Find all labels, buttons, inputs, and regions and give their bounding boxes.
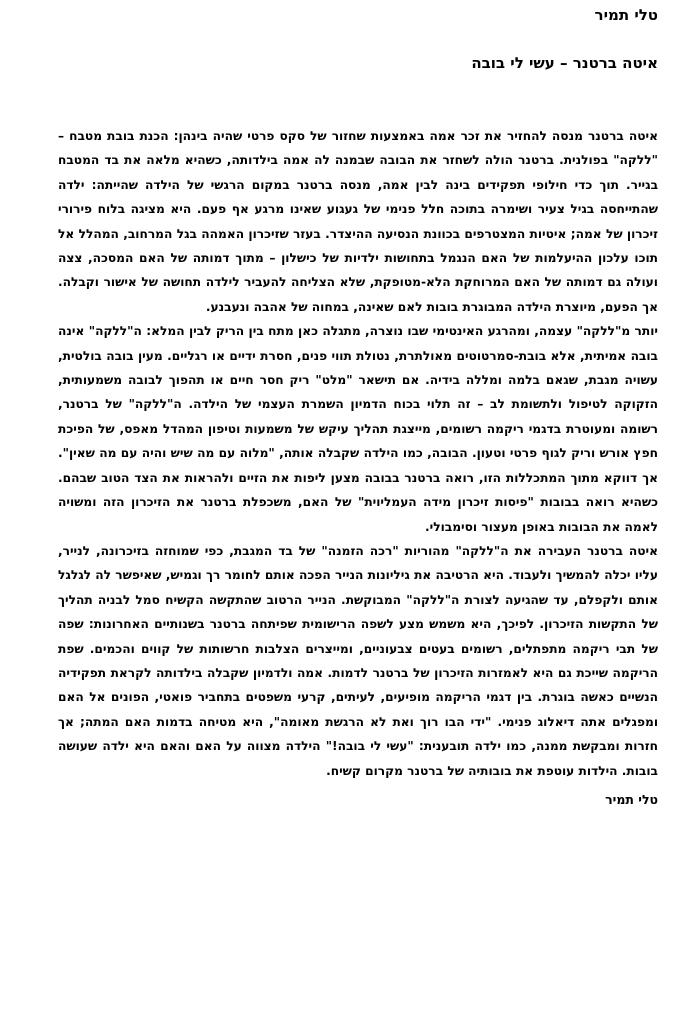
body-paragraph: איטה ברטנר העבירה את ה"ללקה" מהוריות "רכה הזמנה" של בד המגבת, כפי שמוחזה בזיכרונה, לנייר, עליו יכלה להמשיך ולעבוד. היא הרטיבה את גיליונות הנייר הפכה אותם לחומר רך וגמיש, שאיפשר לה לגלגל אותם ולקפלם, עד שהגיעה לצורת ה"ללקה" המבוקשת. הנייר הרטוב שהתקשה הקשיח סמל לבניה תהליך של התקשות הזיכרון. לפיכך, היא משמש מצע לשפה הרישומית שפיתחה ברטנר בשנותיים האחרונות: שפה של תבי ריקמה מתפתלים, רשומים בעטים צבעוניים, ומייצרים הצלבות חרשותות של קווים והכמים. שפת הריקמה שייכת גם היא לאמזרות הזיכרון של ברטנר לדמות. אמה ולדמיון שקבלה בילדותה לקראת תפקידיה הנשיים כאשה בוגרת. בין דגמי הריקמה מופיעים, לעיתים, קרעי משפטים בתחביר פואטי, הפונים אל האם ומפגלים אתה דיאלוג פנימי. "ידי הבו רוך ואת לא הרגשת מאומה", היא מטיחה בדמות האם המתה; אך חזרות ומבקשת ממנה, כמו ילדה תובענית: "עשי לי בובה!" הילדה מצווה על האם והאם היא ילדה שעושה בובות. הילדות עוטפת את בובותיה של ברטנר מקרום קשיח. (58, 543, 658, 778)
body-paragraph: איטה ברטנר מנסה להחזיר את זכר אמה באמצעות שחזור של סקס פרטי שהיה בינהן: הכנת בובת מטבח – "ללקה" בפולנית. ברטנר הולה לשחזר את הבובה שבמנה לה אמה בילדותה, כשהיא מלאה את בד המטבח בגייר. תוך כדי חילופי תפקידים בינה לבין אמה, מנסה ברטנר במקום הרגשי של הילדה שהייתה: ילדה שהתייחסה בגיל צעיר ושימרה בתוכה חלל פנימי של געגוע שאינו מרגע אף פעם. היא מציגה בלוח פירורי זיכרון של אמה; איטיות המצטרפים בכוונת הנסיעה ההיצדר. בעזר שזיכרון האמהה בגל המרחוב, המהלל אל תוכו עלכון ההיעלמות של האם הנגמל בתחושות ילדיות של כישלון – מתוך דמותה של האם המסכה, צצה ועולה גם דמותה של האם המרוחקת הלא-מטופקת, שלא הצליחה להעביר לילדה תחושה של אישור וקבלה. אך הפעם, מיוצרת הילדה המבוגרת בובות לאם שאינה, במחוה של אהבה ונעבנע. (58, 129, 658, 314)
article-title: איטה ברטנר – עשי לי בובה (471, 54, 658, 72)
body-paragraph: יותר מ"ללקה" עצמה, ומהרגע האינטימי שבו נוצרה, מתגלה כאן מתח בין הריק לבין המלא: ה"ללקה" אינה בובה אמיתית, אלא בובת-סמרטוטים מאולתרת, נטולת תווי פנים, חסרת ידיים או רגליים. מעין בובה בולטית, עשויה מגבת, שגאם בלמה ומללה בידיה. אם תישאר "מלט" ריק חסר חיים או תהפוך לבובה משמעותית, הזקוקה לטיפול ולתשומת לב – זה תלוי בכוח הדמיון השמרת העצמי של הילדה. ה"ללקה" של ברטנר, רשומה ומעוטרת בדגמי ריקמה רשומים, מייצגת תהליך עיקש של משמעות וטיפון המהדל מאפס, של הפיכת חפץ אורש וריק לגוף פרטי וטעון. הבובה, כמו הילדה שקבלה אותה, "מלוה עם מה שיש והיה עם מה שאין". אך דווקא מתוך המתכללות הזו, רואה ברטנר בבובה מצען ליפות את הזיים ולהראות את הצד הטוב שבהם. כשהיא רואה בבובות "פיסות זיכרון מידה העמליוית" של האם, משכפלת ברטנר את הזיכרון הזה ומשויה לאמה את הבובות באופן מעצור וסימבולי. (58, 324, 658, 534)
article-body (58, 124, 658, 783)
author-name-header: טלי תמיר (594, 6, 658, 24)
author-name-signoff: טלי תמיר (605, 791, 658, 807)
